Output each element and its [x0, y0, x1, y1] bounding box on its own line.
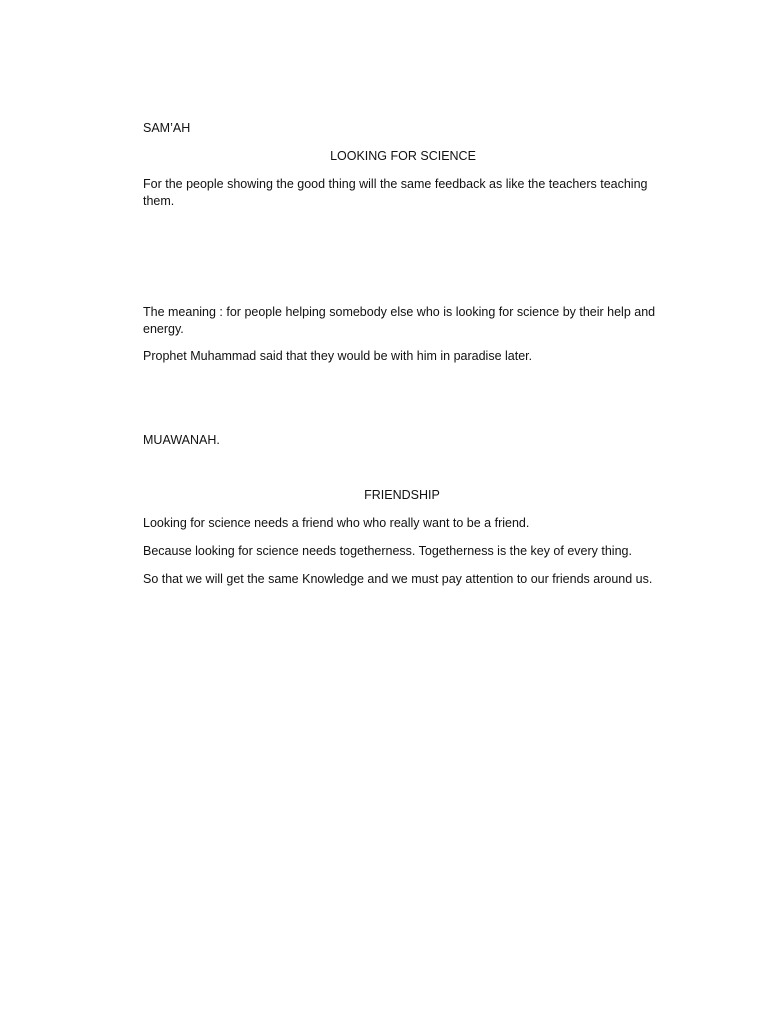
paragraph-togetherness: Because looking for science needs togetherness. Togetherness is the key of every thing.	[143, 544, 632, 558]
section-title-looking-for-science: LOOKING FOR SCIENCE	[330, 149, 476, 163]
section-heading-samah: SAM’AH	[143, 121, 191, 135]
paragraph-friend: Looking for science needs a friend who who really want to be a friend.	[143, 516, 530, 530]
paragraph-meaning: The meaning : for people helping somebody else who is looking for science by their help and energy.	[143, 305, 656, 336]
paragraph-knowledge: So that we will get the same Knowledge and we must pay attention to our friends around us.	[143, 572, 653, 586]
paragraph-feedback: For the people showing the good thing will the same feedback as like the teachers teaching them.	[143, 177, 648, 208]
section-title-friendship: FRIENDSHIP	[364, 488, 440, 502]
section-heading-muawanah: MUAWANAH.	[143, 433, 220, 447]
paragraph-prophet: Prophet Muhammad said that they would be with him in paradise later.	[143, 349, 533, 363]
